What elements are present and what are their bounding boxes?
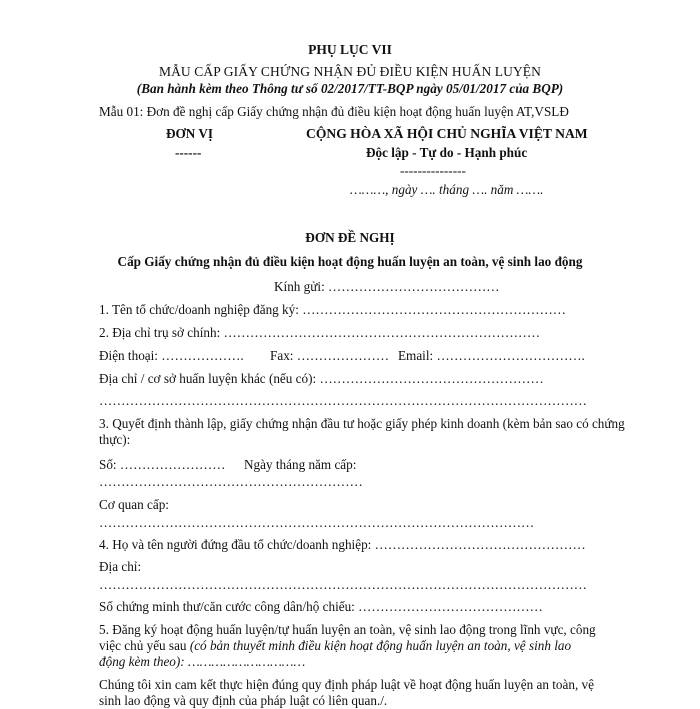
issued-with-note: (Ban hành kèm theo Thông tư số 02/2017/TT-BQP ngày 05/01/2017 của BQP)	[136, 81, 564, 96]
fax-field: Fax: …………………	[270, 348, 390, 363]
date-line: ………, ngày …. tháng …. năm …….	[350, 182, 544, 197]
appendix-title: PHỤ LỤC VII	[308, 42, 392, 57]
id-number-line: Số chứng minh thư/căn cước công dân/hộ chiếu: ……………………………………	[99, 599, 543, 614]
commitment-line: sinh lao động và quy định của pháp luật có liên quan./.	[99, 693, 388, 708]
dotted-line: ……………………………………………………	[99, 474, 363, 489]
nation-name: CỘNG HÒA XÃ HỘI CHỦ NGHĨA VIỆT NAM	[306, 126, 588, 141]
register-line: 5. Đăng ký hoạt động huấn luyện/tự huấn luyện an toàn, vệ sinh lao động trong lĩnh vực, công	[99, 622, 596, 637]
form-number: Mẫu 01: Đơn đề nghị cấp Giấy chứng nhận đủ điều kiện hoạt động huấn luyện AT,VSLĐ	[99, 104, 569, 119]
register-line: động kèm theo): …………………………	[99, 654, 306, 669]
unit-dash: ------	[175, 145, 202, 160]
head-address-field: Địa chỉ:	[99, 559, 142, 574]
dotted-line: …………………………………………………………………………………………………	[99, 393, 587, 408]
address-line: 2. Địa chỉ trụ sở chính: ………………………………………………………………	[99, 325, 541, 340]
document-title: ĐƠN ĐỀ NGHỊ	[305, 230, 395, 245]
issue-date-field: Ngày tháng năm cấp:	[244, 457, 357, 472]
register-line	[99, 638, 571, 654]
head-name-line: 4. Họ và tên người đứng đầu tổ chức/doanh nghiệp: …………………………………………	[99, 537, 586, 552]
phone-field: Điện thoại: ……………….	[99, 348, 244, 363]
form-title: MẪU CẤP GIẤY CHỨNG NHẬN ĐỦ ĐIỀU KIỆN HUẤN LUYỆN	[158, 64, 542, 79]
org-name-line: 1. Tên tổ chức/doanh nghiệp đăng ký: ……………………………………………………	[99, 302, 566, 317]
register-note: (có bản thuyết minh điều kiện hoạt động huấn luyện an toàn, vệ sinh lao	[189, 638, 572, 653]
document-subtitle: Cấp Giấy chứng nhận đủ điều kiện hoạt động huấn luyện an toàn, vệ sinh lao động	[117, 254, 583, 269]
number-field: Số: ……………………	[99, 457, 226, 472]
email-field: Email: …………………………….	[398, 348, 585, 363]
commitment-line: Chúng tôi xin cam kết thực hiện đúng quy định pháp luật về hoạt động huấn luyện an toàn, vệ	[99, 677, 594, 692]
decision-line: 3. Quyết định thành lập, giấy chứng nhận đầu tư hoặc giấy phép kinh doanh (kèm bản sao có chứng thực):	[99, 416, 625, 447]
dotted-line: …………………………………………………………………………………………………	[99, 577, 587, 592]
unit-label: ĐƠN VỊ	[166, 126, 214, 141]
recipient-line: Kính gửi: …………………………………	[274, 279, 500, 294]
other-site-line: Địa chỉ / cơ sở huấn luyện khác (nếu có): ……………………………………………	[99, 371, 544, 386]
national-motto: Độc lập - Tự do - Hạnh phúc	[366, 145, 528, 160]
dotted-line: ………………………………………………………………………………………	[99, 515, 535, 530]
motto-dash: ---------------	[400, 163, 466, 178]
agency-field: Cơ quan cấp:	[99, 497, 169, 512]
register-text: việc chủ yếu sau	[99, 638, 187, 653]
